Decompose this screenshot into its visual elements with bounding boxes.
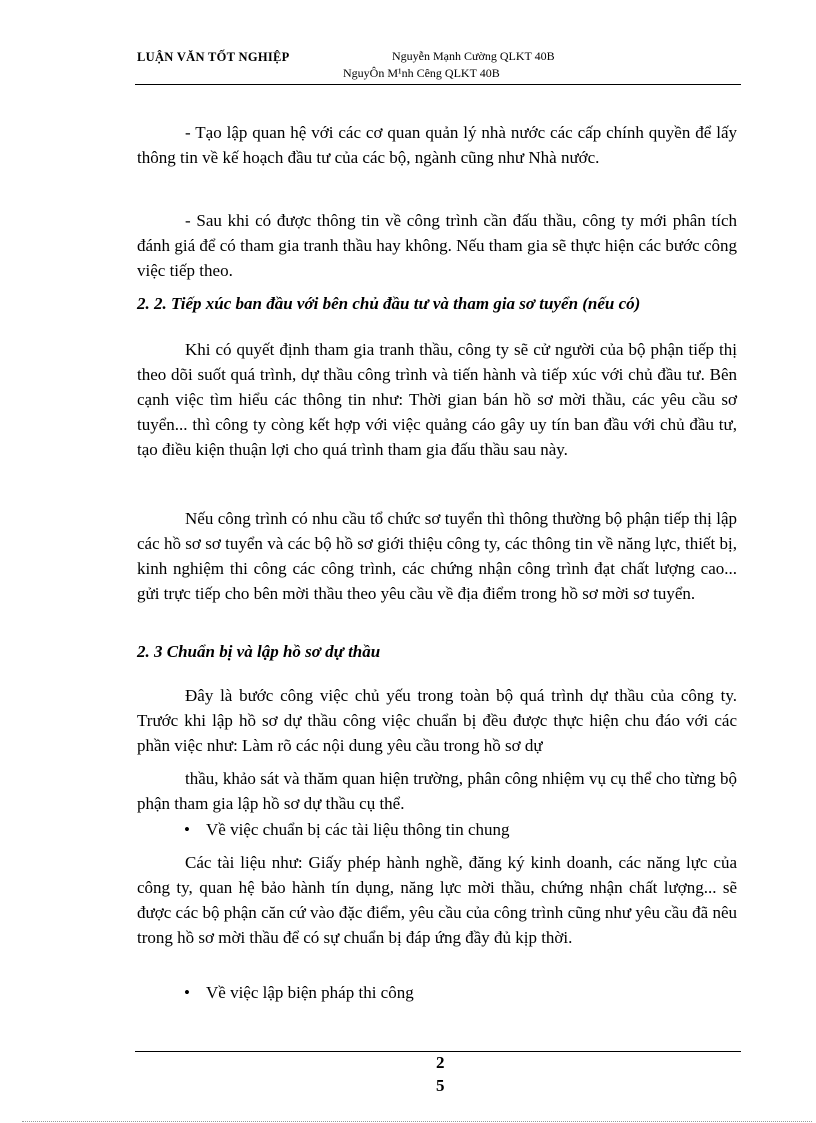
footer-rule [135, 1051, 741, 1052]
section-heading-2-3: 2. 3 Chuẩn bị và lập hồ sơ dự thầu [137, 642, 381, 661]
paragraph-3: Khi có quyết định tham gia tranh thầu, công ty sẽ cử người của bộ phận tiếp thị theo dõi suốt quá trình, dự thầu công trình và tiến hành và tiếp xúc với chủ đầu tư. Bên cạnh việc tìm hiểu các thông tin như: Thời gian bán hồ sơ mời thầu, các yêu cầu sơ tuyển... thì công ty còng kết hợp với việc quảng cáo gây uy tín ban đầu với chủ đầu tư, tạo điều kiện thuận lợi cho quá trình tham gia đấu thầu sau này. [137, 340, 737, 459]
section-heading-2-2: 2. 2. Tiếp xúc ban đầu với bên chủ đầu tư và tham gia sơ tuyển (nếu có) [137, 294, 641, 313]
header-title: LUẬN VĂN TỐT NGHIỆP [137, 50, 290, 64]
bullet-item-1 [184, 820, 510, 840]
paragraph-6: thầu, khảo sát và thăm quan hiện trường, phân công nhiệm vụ cụ thể cho từng bộ phận tham gia lập hồ sơ dự thầu cụ thể. [137, 769, 737, 813]
page-bottom-border [22, 1121, 812, 1122]
paragraph-7: Các tài liệu như: Giấy phép hành nghề, đăng ký kinh doanh, các năng lực của công ty, quan hệ bảo hành tín dụng, năng lực mời thầu, chứng nhận chất lượng... sẽ được các bộ phận căn cứ vào đặc điểm, yêu cầu của công trình cũng như yêu cầu đã nêu trong hồ sơ mời thầu để có sự chuẩn bị đáp ứng đầy đủ kịp thời. [137, 853, 737, 947]
bullet-text: Về việc chuẩn bị các tài liệu thông tin chung [206, 820, 510, 839]
page-number-line2: 5 [436, 1076, 445, 1095]
paragraph-5: Đây là bước công việc chủ yếu trong toàn bộ quá trình dự thầu của công ty. Trước khi lập hồ sơ dự thầu công việc chuẩn bị đều được thực hiện chu đáo với các phần việc như: Làm rõ các nội dung yêu cầu trong hồ sơ dự [137, 686, 737, 755]
bullet-item-2 [184, 983, 414, 1003]
paragraph-2: - Sau khi có được thông tin về công trình cần đấu thầu, công ty mới phân tích đánh giá để có tham gia tranh thầu hay không. Nếu tham gia sẽ thực hiện các bước công việc tiếp theo. [137, 211, 737, 280]
paragraph-1: - Tạo lập quan hệ với các cơ quan quản lý nhà nước các cấp chính quyền để lấy thông tin về kế hoạch đầu tư của các bộ, ngành cũng như Nhà nước. [137, 123, 737, 167]
bullet-icon: • [184, 983, 190, 1002]
header-rule [135, 84, 741, 85]
header-author-line2: NguyÔn M¹nh Cêng QLKT 40B [343, 66, 500, 80]
bullet-icon: • [184, 820, 190, 839]
header-author-line1: Nguyễn Mạnh Cường QLKT 40B [392, 49, 555, 63]
page-number-line1: 2 [436, 1053, 445, 1072]
paragraph-4: Nếu công trình có nhu cầu tổ chức sơ tuyển thì thông thường bộ phận tiếp thị lập các hồ sơ sơ tuyển và các bộ hồ sơ giới thiệu công ty, các thông tin về năng lực, thiết bị, kinh nghiệm thi công các công trình, các chứng nhận công trình đạt chất lượng cao... gửi trực tiếp cho bên mời thầu theo yêu cầu về địa điểm trong hồ sơ mời sơ tuyển. [137, 509, 737, 603]
bullet-text: Về việc lập biện pháp thi công [206, 983, 414, 1002]
